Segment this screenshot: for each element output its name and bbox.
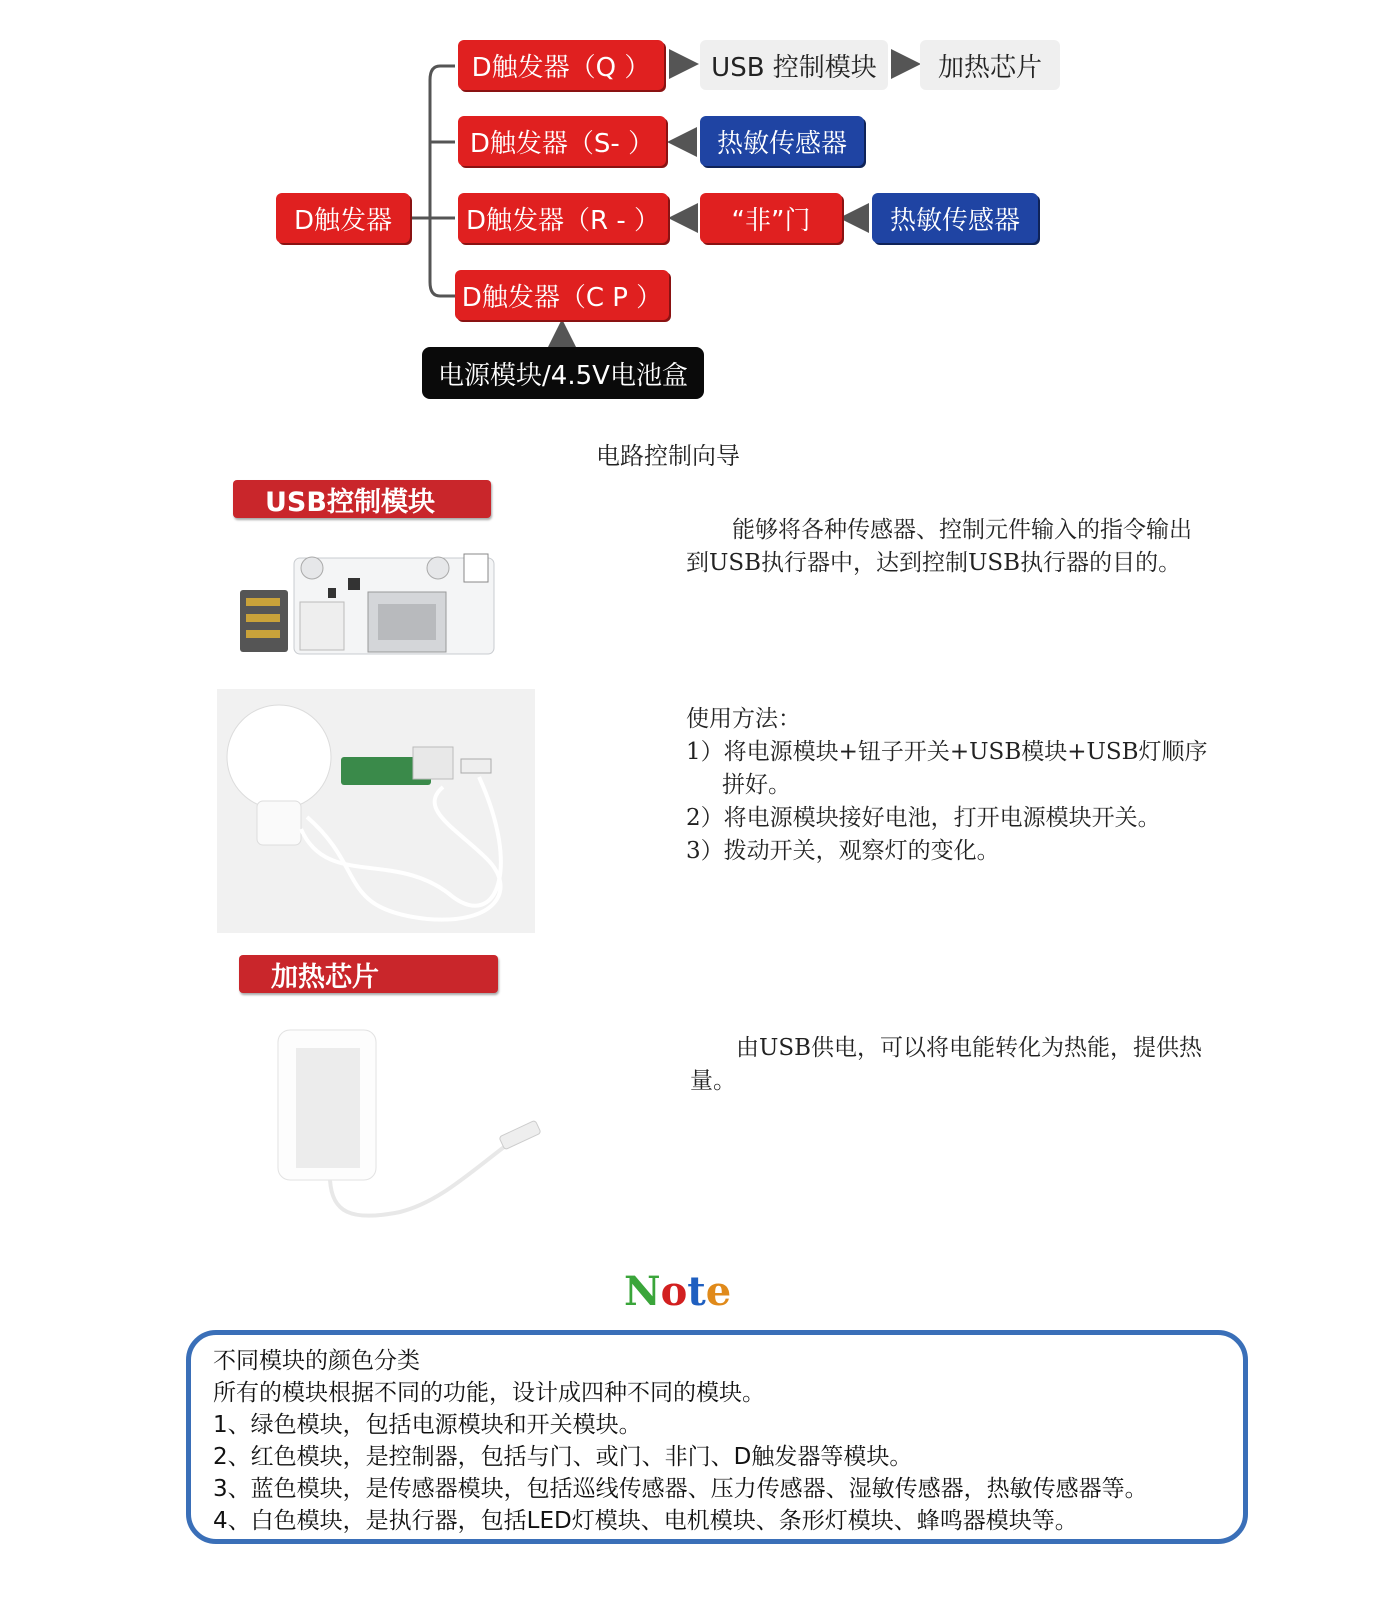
thermal-sensor-node-1: 热敏传感器 xyxy=(700,116,864,166)
note-line-green: 1、绿色模块，包括电源模块和开关模块。 xyxy=(213,1412,642,1438)
usb-description-text: 能够将各种传感器、控制元件输入的指令输出到USB执行器中，达到控制USB执行器的目的。 xyxy=(686,517,1192,576)
thermal-sensor-node-2: 热敏传感器 xyxy=(872,193,1038,243)
d-flipflop-s: D触发器（S- ） xyxy=(458,116,666,166)
note-box xyxy=(186,1330,1248,1544)
heating-chip-node: 加热芯片 xyxy=(920,40,1060,90)
note-logo-o: o xyxy=(660,1268,688,1315)
note-line-red: 2、红色模块，是控制器，包括与门、或门、非门、D触发器等模块。 xyxy=(213,1444,913,1470)
heating-section-banner: 加热芯片 xyxy=(239,955,498,993)
not-gate-node: “非”门 xyxy=(700,193,842,243)
lamp-illustration xyxy=(217,689,535,933)
d-flipflop-q: D触发器（Q ） xyxy=(458,40,664,90)
usb-board-illustration xyxy=(236,548,498,662)
usb-section-banner: USB控制模块 xyxy=(233,480,491,518)
d-flipflop-r: D触发器（R - ） xyxy=(458,193,668,243)
usage-step-3: 3）拨动开关，观察灯的变化。 xyxy=(686,838,1000,864)
usb-lamp-photo xyxy=(217,689,535,933)
d-flipflop-root: D触发器 xyxy=(276,193,410,243)
usage-title: 使用方法： xyxy=(686,706,801,732)
heating-chip-photo xyxy=(200,962,600,1252)
usage-step-1: 1）将电源模块+钮子开关+USB模块+USB灯顺序拼好。 xyxy=(686,739,1208,798)
usb-module-photo xyxy=(236,548,498,662)
note-logo-n: N xyxy=(624,1268,661,1315)
note-line-blue: 3、蓝色模块，是传感器模块，包括巡线传感器、压力传感器、湿敏传感器，热敏传感器等。 xyxy=(213,1476,1148,1502)
heating-description-text: 由USB供电，可以将电能转化为热能，提供热量。 xyxy=(690,1035,1203,1094)
note-logo-e: e xyxy=(705,1268,732,1315)
note-logo xyxy=(624,1268,731,1315)
usage-step-2: 2）将电源模块接好电池，打开电源模块开关。 xyxy=(686,805,1161,831)
diagram-caption: 电路控制向导 xyxy=(596,442,740,470)
note-logo-t: t xyxy=(687,1268,706,1315)
note-line-intro: 所有的模块根据不同的功能，设计成四种不同的模块。 xyxy=(213,1380,765,1406)
usb-usage xyxy=(686,703,1226,868)
usb-description xyxy=(686,514,1212,580)
note-line-title: 不同模块的颜色分类 xyxy=(213,1348,420,1374)
heating-description xyxy=(690,1032,1216,1098)
note-line-white: 4、白色模块，是执行器，包括LED灯模块、电机模块、条形灯模块、蜂鸣器模块等。 xyxy=(213,1508,1078,1534)
power-module-node: 电源模块/4.5V电池盒 xyxy=(422,347,704,399)
usb-control-module-node: USB 控制模块 xyxy=(700,40,888,90)
d-flipflop-cp: D触发器（C P ） xyxy=(455,270,669,320)
heating-chip-illustration xyxy=(200,962,600,1252)
